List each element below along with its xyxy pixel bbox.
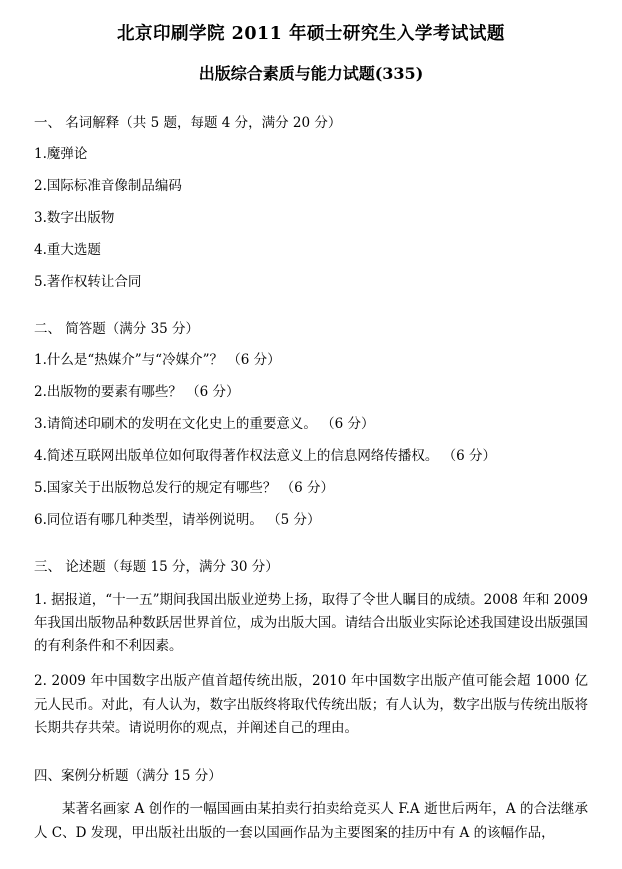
section-terms xyxy=(34,113,588,293)
section-case-analysis xyxy=(34,766,588,845)
list-item: 2.国际标准音像制品编码 xyxy=(34,178,182,195)
list-item: 5.著作权转让合同 xyxy=(34,273,142,290)
paragraph: 2. 2009 年中国数字出版产值首超传统出版，2010 年中国数字出版产值可能会超 1000 亿 元人民币。对此，有人认为，数字出版终将取代传统出版；有人认为，数字出版与传统出版将长期共存共荣。请说明你的观点，并阐述自己的理由。 xyxy=(34,673,588,736)
section-essay xyxy=(34,557,588,741)
paragraph: 某著名画家 A 创作的一幅国画由某拍卖行拍卖给竞买人 F.A 逝世后两年，A 的合法继承人 C、D 发现，甲出版社出版的一套以国画作品为主要图案的挂历中有 A 的该幅作品， xyxy=(34,801,588,841)
list-item: 6.同位语有哪几种类型，请举例说明。 （5 分） xyxy=(34,511,321,528)
paragraph: 1. 据报道，“十一五”期间我国出版业逆势上扬，取得了令世人瞩目的成绩。2008 年和 2009 年我国出版物品种数跃居世界首位，成为出版大国。请结合出版业实际论述我国建设出版强国的有利条件和不利因素。 xyxy=(34,591,588,655)
list-item: 4.简述互联网出版单位如何取得著作权法意义上的信息网络传播权。 （6 分） xyxy=(34,447,497,464)
list-item: 3.请简述印刷术的发明在文化史上的重要意义。 （6 分） xyxy=(34,415,375,432)
section-heading: 二、 简答题（满分 35 分） xyxy=(34,320,200,337)
section-heading: 三、 论述题（每题 15 分，满分 30 分） xyxy=(34,558,279,575)
list-item: 1.魔弹论 xyxy=(34,146,88,163)
list-item: 2.出版物的要素有哪些？ （6 分） xyxy=(34,383,240,400)
list-item: 4.重大选题 xyxy=(34,241,101,258)
list-item: 1.什么是“热媒介”与“冷媒介”？ （6 分） xyxy=(34,352,281,368)
list-item: 5.国家关于出版物总发行的规定有哪些？ （6 分） xyxy=(34,479,335,496)
section-heading: 一、 名词解释（共 5 题，每题 4 分，满分 20 分） xyxy=(34,114,342,131)
list-item: 3.数字出版物 xyxy=(34,209,115,226)
section-short-answer xyxy=(34,319,588,531)
section-heading: 四、案例分析题（满分 15 分） xyxy=(34,768,222,785)
page-subtitle: 出版综合素质与能力试题(335) xyxy=(198,63,424,83)
page-title: 北京印刷学院 2011 年硕士研究生入学考试试题 xyxy=(117,24,505,44)
